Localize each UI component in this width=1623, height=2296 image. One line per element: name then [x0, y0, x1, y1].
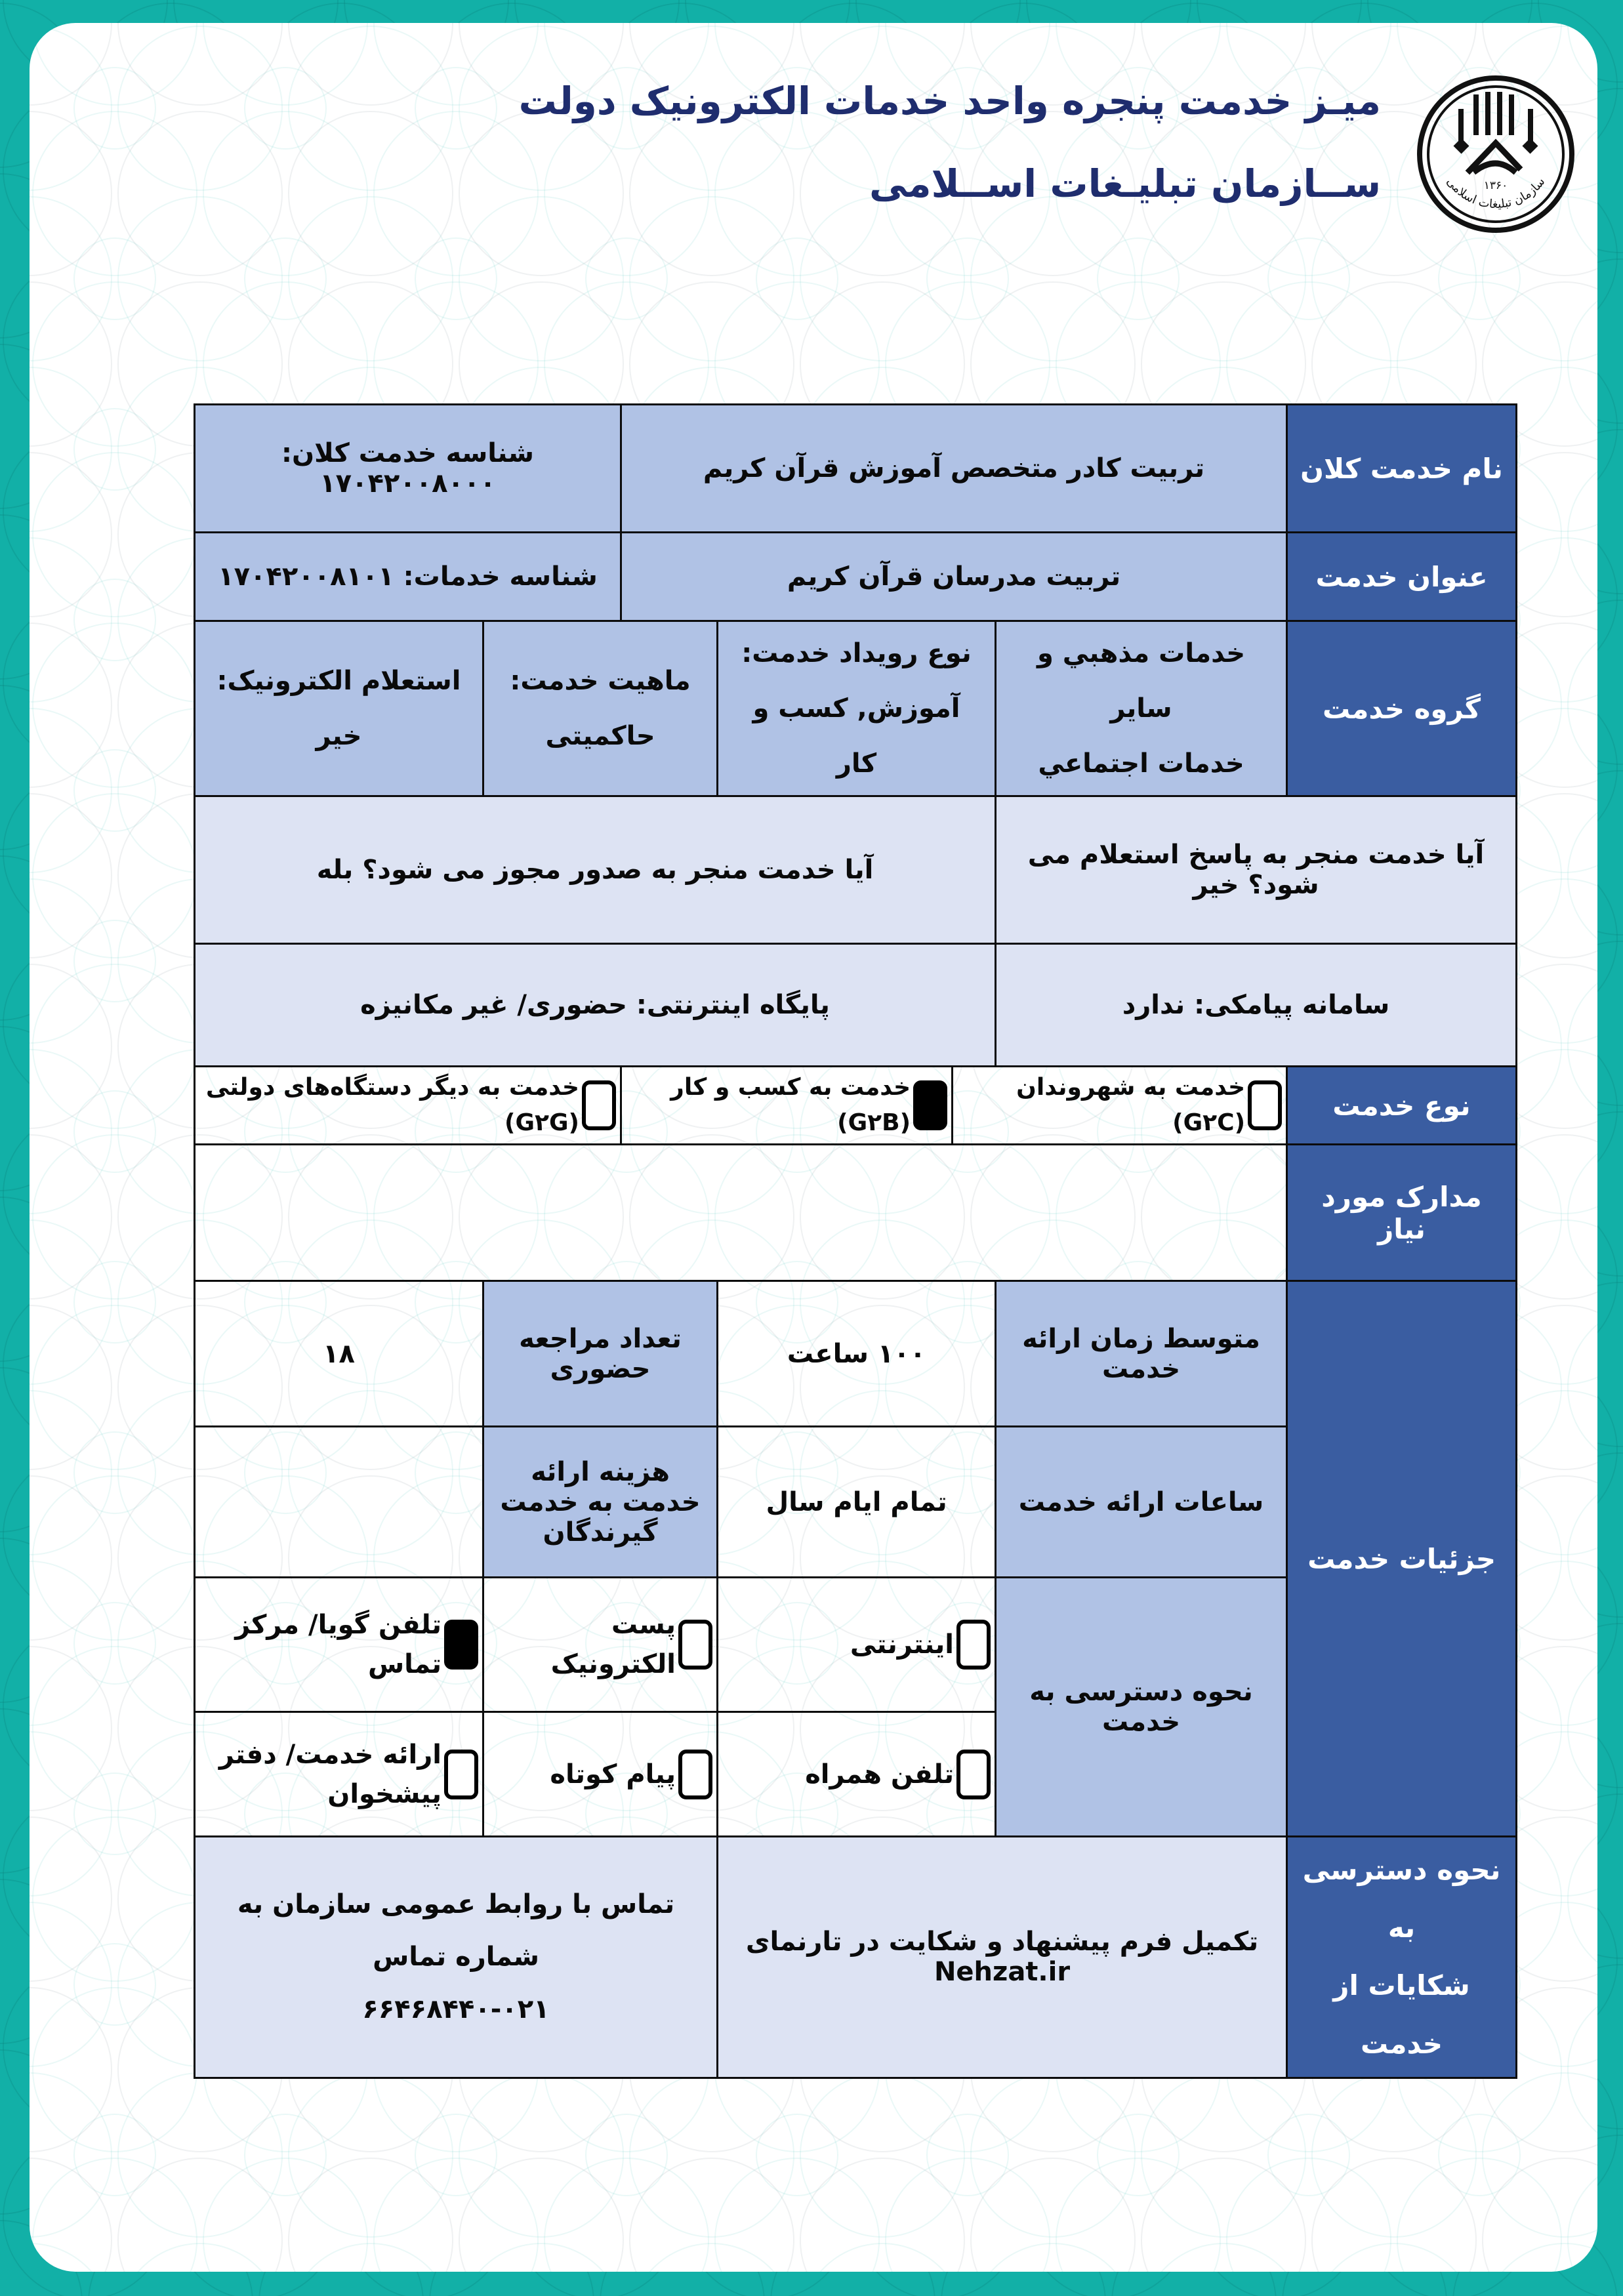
email-label: پست الکترونیک — [550, 1610, 676, 1679]
cost-label: هزینه ارائه خدمت به خدمت گیرندگان — [483, 1427, 718, 1578]
service-type-g2b — [621, 1067, 953, 1145]
documents-content — [195, 1145, 1287, 1281]
visits-label: تعداد مراجعه حضوری — [483, 1281, 718, 1427]
sms-checkbox[interactable] — [678, 1750, 712, 1799]
row-service-group — [195, 621, 1517, 796]
document-page — [30, 23, 1597, 2272]
row-complaints — [195, 1837, 1517, 2078]
electronic-inquiry: استعلام الکترونیک: خیر — [195, 621, 483, 796]
ivr-checkbox[interactable] — [444, 1620, 478, 1670]
g2g-label: خدمت به دیگر دستگاه‌های دولتی (G۲G) — [205, 1074, 579, 1136]
email-checkbox[interactable] — [678, 1620, 712, 1670]
access-counter — [195, 1712, 483, 1837]
organization-title: ســازمان تبلیـغات اســلامی — [869, 161, 1381, 206]
complaints-phone-number: ۶۶۴۶۸۴۴۰-۰۲۱ — [362, 1994, 550, 2025]
row-sms-web — [195, 944, 1517, 1067]
access-mobile — [718, 1712, 996, 1837]
service-event-type: نوع رويداد خدمت: آموزش, کسب و کار — [718, 621, 996, 796]
g2b-checkbox[interactable] — [913, 1080, 947, 1130]
row-documents — [195, 1145, 1517, 1281]
inquiry-question: آیا خدمت منجر به پاسخ استعلام می شود؟ خیر — [996, 796, 1517, 944]
organization-logo — [1414, 72, 1578, 236]
counter-label: ارائه خدمت/ دفتر پیشخوان — [218, 1739, 442, 1809]
web-portal: پایگاه اینترنتی: حضوری/ غیر مکانیزه — [195, 944, 996, 1067]
access-ivr — [195, 1578, 483, 1712]
row-macro-service — [195, 405, 1517, 533]
macro-service-label: نام خدمت کلان — [1287, 405, 1517, 533]
service-group-label: گروه خدمت — [1287, 621, 1517, 796]
page-header — [30, 23, 1597, 305]
g2c-label: خدمت به شهروندان (G۲C) — [1016, 1074, 1246, 1136]
row-service-type — [195, 1067, 1517, 1145]
access-internet — [718, 1578, 996, 1712]
sms-label: پیام کوتاه — [550, 1759, 676, 1790]
row-inquiry-license — [195, 796, 1517, 944]
service-title-label: عنوان خدمت — [1287, 533, 1517, 621]
g2g-checkbox[interactable] — [582, 1080, 616, 1130]
service-type-g2c — [953, 1067, 1287, 1145]
hours-value: تمام ایام سال — [718, 1427, 996, 1578]
header-titles — [518, 79, 1381, 206]
cost-value — [195, 1427, 483, 1578]
internet-label: اینترنتی — [850, 1630, 955, 1660]
visits-value: ۱۸ — [195, 1281, 483, 1427]
service-title-id: شناسه خدمات: ۱۷۰۴۲۰۰۸۱۰۱ — [195, 533, 621, 621]
service-type-g2g — [195, 1067, 621, 1145]
complaints-label: نحوه دسترسی به شکایات از خدمت — [1287, 1837, 1517, 2078]
counter-checkbox[interactable] — [444, 1750, 478, 1799]
access-label: نحوه دسترسی به خدمت — [996, 1578, 1287, 1837]
macro-service-name: تربیت کادر متخصص آموزش قرآن کریم — [621, 405, 1287, 533]
documents-label: مدارک مورد نیاز — [1287, 1145, 1517, 1281]
service-nature: ماهیت خدمت: حاکمیتی — [483, 621, 718, 796]
macro-service-id: شناسه خدمت کلان: ۱۷۰۴۲۰۰۸۰۰۰ — [195, 405, 621, 533]
service-title-name: تربیت مدرسان قرآن کریم — [621, 533, 1287, 621]
mobile-label: تلفن همراه — [805, 1759, 955, 1790]
complaints-web: تکمیل فرم پیشنهاد و شکایت در تارنمای Nehzat.ir — [718, 1837, 1287, 2078]
internet-checkbox[interactable] — [956, 1620, 991, 1670]
ivr-label: تلفن گویا/ مرکز تماس — [235, 1610, 442, 1679]
access-email — [483, 1578, 718, 1712]
sms-system: سامانه پیامکی: ندارد — [996, 944, 1517, 1067]
service-info-table — [194, 403, 1517, 2079]
service-group-value: خدمات مذهبي و ساير خدمات اجتماعي — [996, 621, 1287, 796]
details-label: جزئیات خدمت — [1287, 1281, 1517, 1837]
service-type-label: نوع خدمت — [1287, 1067, 1517, 1145]
g2c-checkbox[interactable] — [1248, 1080, 1282, 1130]
g2b-label: خدمت به کسب و کار (G۲B) — [670, 1074, 911, 1136]
avg-time-label: متوسط زمان ارائه خدمت — [996, 1281, 1287, 1427]
avg-time-value: ۱۰۰ ساعت — [718, 1281, 996, 1427]
mobile-checkbox[interactable] — [956, 1750, 991, 1799]
logo-caption: سازمان تبلیغات اسلامی — [1443, 174, 1548, 211]
license-question: آیا خدمت منجر به صدور مجوز می شود؟ بله — [195, 796, 996, 944]
logo-year: ۱۳۶۰ — [1483, 179, 1508, 192]
row-service-title — [195, 533, 1517, 621]
hours-label: ساعات ارائه خدمت — [996, 1427, 1287, 1578]
complaints-phone: تماس با روابط عمومی سازمان به شماره تماس ۶۶۴۶۸۴۴۰-۰۲۱ — [195, 1837, 718, 2078]
page-title: میـز خدمت پنجره واحد خدمات الکترونیک دولت — [518, 79, 1381, 123]
row-details-a — [195, 1281, 1517, 1427]
access-sms — [483, 1712, 718, 1837]
